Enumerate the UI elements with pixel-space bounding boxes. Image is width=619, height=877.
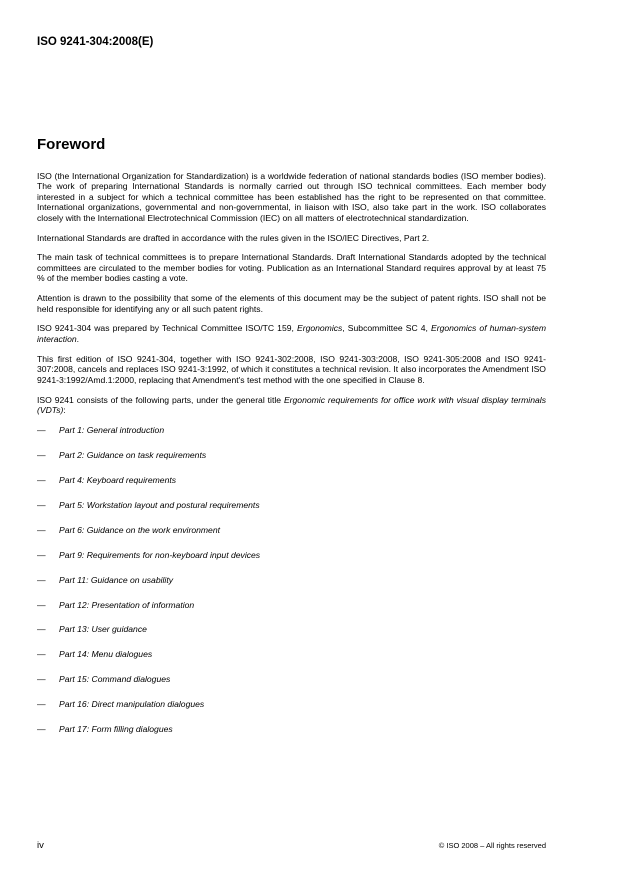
part-title: Part 14: Menu dialogues <box>59 649 153 660</box>
prepared-by-text-2: , Subcommittee SC 4, <box>342 323 431 334</box>
dash-bullet: — <box>37 724 46 734</box>
dash-bullet: — <box>37 574 46 585</box>
parts-intro-text-1: ISO 9241 consists of the following parts, under the general title <box>37 394 284 405</box>
list-item <box>37 649 546 674</box>
paragraph-parts-intro <box>37 395 546 416</box>
part-title: Part 2: Guidance on task requirements <box>59 450 207 461</box>
prepared-by-italic-2: Ergonomics of human-system interaction <box>37 323 546 344</box>
list-item <box>37 600 546 625</box>
dash-bullet: — <box>37 425 46 436</box>
part-title: Part 16: Direct manipulation dialogues <box>59 699 205 710</box>
paragraph-patent-rights: Attention is drawn to the possibility that some of the elements of this document may be the subject of patent rights. ISO shall not be held responsible for identifying any or all such patent rights. <box>37 293 546 314</box>
dash-bullet: — <box>37 674 46 685</box>
copyright-notice: © ISO 2008 – All rights reserved <box>438 841 546 850</box>
dash-bullet: — <box>37 699 46 710</box>
parts-intro-italic: Ergonomic requirements for office work with visual display terminals (VDTs) <box>37 394 546 415</box>
list-item <box>37 500 546 525</box>
list-item <box>37 575 546 600</box>
list-item <box>37 550 546 575</box>
dash-bullet: — <box>37 450 46 461</box>
document-id: ISO 9241-304:2008(E) <box>37 36 154 48</box>
paragraph-technical-committees: The main task of technical committees is to prepare International Standards. Draft International Standards adopted by the technical committees are circulated to the member bodies for voting. Publication as an International Standard requires approval by at least 75 % of the member bodies casting a vote. <box>37 252 546 284</box>
part-title: Part 13: User guidance <box>59 624 147 635</box>
paragraph-edition: This first edition of ISO 9241-304, together with ISO 9241-302:2008, ISO 9241-303:2008, ISO 9241-305:2008 and ISO 9241-307:2008, cancels and replaces ISO 9241-3:1992, of which it constitutes a technical revision. It also incorporates the Amendment ISO 9241-3:1992/Amd.1:2000, replacing that Amendment's test method with the one specified in Clause 8. <box>37 353 546 385</box>
list-item <box>37 525 546 550</box>
page-number: iv <box>37 840 44 851</box>
dash-bullet: — <box>37 475 46 486</box>
dash-bullet: — <box>37 649 46 660</box>
dash-bullet: — <box>37 524 46 535</box>
part-title: Part 17: Form filling dialogues <box>59 724 173 734</box>
parts-list <box>37 425 546 749</box>
prepared-by-text-1: ISO 9241-304 was prepared by Technical Committee ISO/TC 159, <box>37 323 297 334</box>
part-title: Part 6: Guidance on the work environment <box>59 524 220 535</box>
list-item <box>37 724 546 749</box>
part-title: Part 5: Workstation layout and postural requirements <box>59 499 260 510</box>
list-item <box>37 425 546 450</box>
paragraph-iso-intro: ISO (the International Organization for Standardization) is a worldwide federation of national standards bodies (ISO member bodies). The work of preparing International Standards is normally carried out through ISO technical committees. Each member body interested in a subject for which a technical committee has been established has the right to be represented on that committee. International organizations, governmental and non-governmental, in liaison with ISO, also take part in the work. ISO collaborates closely with the International Electrotechnical Commission (IEC) on all matters of electrotechnical standardization. <box>37 171 546 223</box>
list-item <box>37 699 546 724</box>
foreword-body <box>37 171 546 749</box>
paragraph-prepared-by <box>37 323 546 344</box>
list-item <box>37 674 546 699</box>
page-title: Foreword <box>37 136 106 153</box>
parts-intro-text-2: : <box>63 404 66 415</box>
dash-bullet: — <box>37 624 46 635</box>
part-title: Part 4: Keyboard requirements <box>59 475 177 486</box>
list-item <box>37 624 546 649</box>
list-item <box>37 475 546 500</box>
part-title: Part 9: Requirements for non-keyboard input devices <box>59 549 261 560</box>
dash-bullet: — <box>37 599 46 610</box>
paragraph-drafting-rules: International Standards are drafted in accordance with the rules given in the ISO/IEC Directives, Part 2. <box>37 232 430 243</box>
prepared-by-text-3: . <box>76 333 80 344</box>
part-title: Part 11: Guidance on usability <box>59 574 174 585</box>
prepared-by-italic-1: Ergonomics <box>296 323 343 334</box>
dash-bullet: — <box>37 499 46 510</box>
dash-bullet: — <box>37 549 46 560</box>
part-title: Part 12: Presentation of information <box>59 599 195 610</box>
list-item <box>37 450 546 475</box>
part-title: Part 1: General introduction <box>59 425 165 436</box>
part-title: Part 15: Command dialogues <box>59 674 171 685</box>
